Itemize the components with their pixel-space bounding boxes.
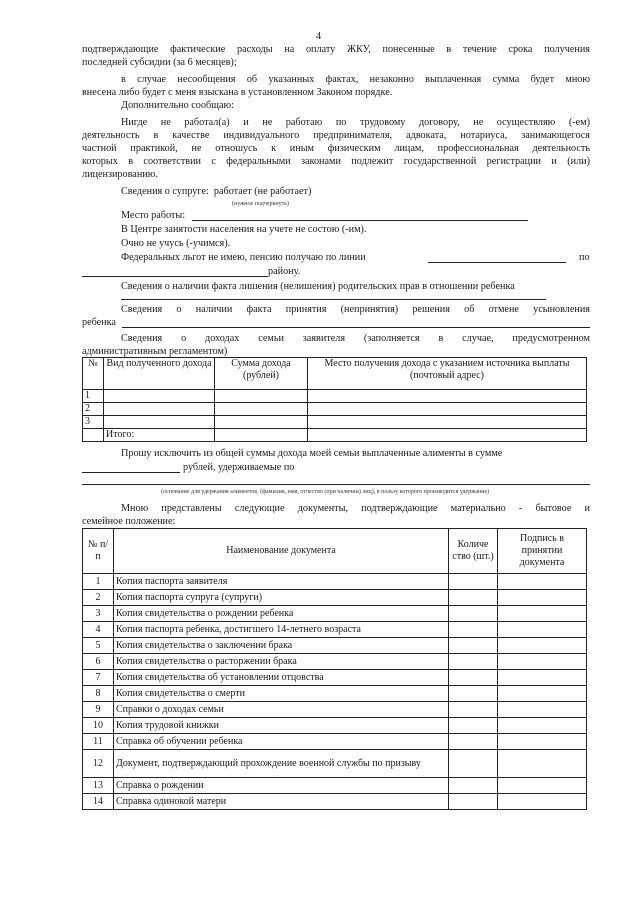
document-row-num: 4 [83, 622, 114, 638]
alimony-basis-note: (основание для удержания алиментов, (фамилия, имя, отчество (при наличии) лиц), в пользу которого производится удержание) [161, 489, 490, 495]
document-row-num: 6 [83, 654, 114, 670]
document-sign-cell[interactable] [498, 574, 587, 590]
study-statement: Очно не учусь (-учимся). [121, 238, 231, 249]
document-qty-cell[interactable] [449, 750, 498, 778]
spouse-status[interactable]: работает (не работает) [213, 186, 312, 197]
income-source-cell[interactable] [308, 403, 587, 416]
document-row-num: 11 [83, 734, 114, 750]
table-row [83, 606, 587, 622]
document-sign-cell[interactable] [498, 702, 587, 718]
document-qty-cell[interactable] [449, 606, 498, 622]
document-qty-cell[interactable] [449, 654, 498, 670]
spouse-label [121, 185, 311, 198]
income-info-line-2: административным регламентом) [82, 346, 228, 357]
income-row-num: 3 [83, 416, 104, 429]
income-source-cell[interactable] [308, 416, 587, 429]
document-sign-cell[interactable] [498, 750, 587, 778]
documents-intro-line-2: семейное положение: [82, 516, 176, 527]
page-number: 4 [316, 31, 322, 42]
employment-center-statement: В Центре занятости населения на учете не состою (-им). [121, 224, 367, 235]
income-total-sum[interactable] [215, 429, 308, 442]
intro-line-9: которых в соответствии с федеральными законами подлежит государственной регистрации и (или) [82, 156, 590, 167]
table-row [83, 670, 587, 686]
income-row-num: 2 [83, 403, 104, 416]
table-row [83, 778, 587, 794]
document-row-num: 14 [83, 794, 114, 810]
document-sign-cell[interactable] [498, 622, 587, 638]
document-row-num: 7 [83, 670, 114, 686]
document-qty-cell[interactable] [449, 686, 498, 702]
intro-line-8: частной практикой, не отношусь к иным физическим лицам, профессиональная деятельность [82, 143, 590, 154]
table-row [83, 590, 587, 606]
income-header-type: Вид полученного дохода [104, 358, 215, 390]
table-row [83, 750, 587, 778]
benefits-statement: Федеральных льгот не имею, пенсию получаю по линии [121, 252, 366, 263]
document-qty-cell[interactable] [449, 734, 498, 750]
documents-header-sign: Подпись в принятии документа [498, 529, 587, 574]
document-name: Копия паспорта ребенка, достигшего 14-летнего возраста [114, 622, 449, 638]
alimony-request-line-1: Прошу исключить из общей суммы дохода моей семьи выплаченные алименты в сумме [121, 448, 503, 459]
document-row-num: 9 [83, 702, 114, 718]
document-qty-cell[interactable] [449, 778, 498, 794]
document-sign-cell[interactable] [498, 794, 587, 810]
document-name: Справка о рождении [114, 778, 449, 794]
documents-header-qty: Количе ство (шт.) [449, 529, 498, 574]
document-qty-cell[interactable] [449, 622, 498, 638]
table-row [83, 638, 587, 654]
documents-table [82, 528, 587, 810]
intro-line-7: деятельность в качестве индивидуального предпринимателя, адвоката, нотариуса, занимающегося [82, 130, 590, 141]
document-name: Копия паспорта заявителя [114, 574, 449, 590]
table-row [83, 794, 587, 810]
document-row-num: 13 [83, 778, 114, 794]
income-header-source: Место получения дохода с указанием источника выплаты (почтовый адрес) [308, 358, 587, 390]
document-qty-cell[interactable] [449, 702, 498, 718]
document-qty-cell[interactable] [449, 590, 498, 606]
intro-line-6: Нигде не работал(а) и не работаю по трудовому договору, не осуществляю (-ем) [121, 117, 590, 128]
intro-line-10: лицензированию. [82, 169, 158, 180]
income-source-cell[interactable] [308, 390, 587, 403]
income-total-spacer [83, 429, 104, 442]
table-row [83, 718, 587, 734]
documents-header-name: Наименование документа [114, 529, 449, 574]
document-name: Копия свидетельства о расторжении брака [114, 654, 449, 670]
document-sign-cell[interactable] [498, 778, 587, 794]
income-total-label: Итого: [104, 429, 215, 442]
document-name: Копия трудовой книжки [114, 718, 449, 734]
table-row [83, 734, 587, 750]
income-sum-cell[interactable] [215, 390, 308, 403]
document-name: Копия свидетельства об установлении отцовства [114, 670, 449, 686]
workplace-label: Место работы: [121, 210, 186, 221]
income-header-num: № [83, 358, 104, 390]
spouse-status-hint: (нужное подчеркнуть) [232, 201, 289, 207]
document-row-num: 8 [83, 686, 114, 702]
table-row [83, 686, 587, 702]
income-sum-cell[interactable] [215, 403, 308, 416]
document-name: Копия свидетельства о заключении брака [114, 638, 449, 654]
pension-line-field[interactable] [428, 262, 566, 263]
document-qty-cell[interactable] [449, 718, 498, 734]
workplace-field[interactable] [192, 220, 528, 221]
benefits-district-end: району. [268, 266, 301, 277]
documents-header-num: № п/ п [83, 529, 114, 574]
document-sign-cell[interactable] [498, 654, 587, 670]
documents-intro-line-1: Мною представлены следующие документы, подтверждающие материально - бытовое и [121, 503, 590, 514]
parental-rights-statement: Сведения о наличии факта лишения (нелишения) родительских прав в отношении ребенка [121, 281, 515, 292]
document-sign-cell[interactable] [498, 718, 587, 734]
income-row-num: 1 [83, 390, 104, 403]
document-row-num: 3 [83, 606, 114, 622]
table-row [83, 574, 587, 590]
alimony-request-line-2: рублей, удерживаемые по [183, 462, 295, 473]
alimony-sum-field[interactable] [82, 472, 180, 473]
document-name: Справка об обучении ребенка [114, 734, 449, 750]
benefits-po: по [579, 252, 590, 263]
intro-line-5: Дополнительно сообщаю: [121, 100, 234, 111]
document-qty-cell[interactable] [449, 574, 498, 590]
document-qty-cell[interactable] [449, 794, 498, 810]
document-sign-cell[interactable] [498, 638, 587, 654]
document-row-num: 12 [83, 750, 114, 778]
document-qty-cell[interactable] [449, 670, 498, 686]
income-sum-cell[interactable] [215, 416, 308, 429]
table-row [83, 622, 587, 638]
document-sign-cell[interactable] [498, 686, 587, 702]
income-total-source[interactable] [308, 429, 587, 442]
income-type-cell[interactable] [104, 390, 215, 403]
document-sign-cell[interactable] [498, 606, 587, 622]
spouse-label-text: Сведения о супруге: [121, 186, 209, 197]
document-sign-cell[interactable] [498, 590, 587, 606]
document-name: Документ, подтверждающий прохождение военной службы по призыву [114, 750, 449, 778]
alimony-basis-field[interactable] [82, 484, 590, 485]
income-info-line-1: Сведения о доходах семьи заявителя (заполняется в случае, предусмотренном [121, 333, 590, 344]
adoption-field[interactable] [122, 327, 590, 328]
intro-line-2: последней субсидии (за 6 месяцев); [82, 57, 237, 68]
intro-line-1: подтверждающие фактические расходы на оплату ЖКУ, понесенные в течение срока получения [82, 44, 590, 55]
document-sign-cell[interactable] [498, 734, 587, 750]
table-row [83, 702, 587, 718]
document-row-num: 10 [83, 718, 114, 734]
intro-line-4: внесена либо будет с меня взыскана в установленном Законом порядке. [82, 87, 393, 98]
income-header-sum: Сумма дохода (рублей) [215, 358, 308, 390]
document-name: Копия паспорта супруга (супруги) [114, 590, 449, 606]
document-row-num: 2 [83, 590, 114, 606]
intro-line-3: в случае несообщения об указанных фактах, незаконно выплаченная сумма будет мною [121, 74, 590, 85]
document-qty-cell[interactable] [449, 638, 498, 654]
income-type-cell[interactable] [104, 416, 215, 429]
income-type-cell[interactable] [104, 403, 215, 416]
document-name: Копия свидетельства о смерти [114, 686, 449, 702]
document-row-num: 5 [83, 638, 114, 654]
parental-rights-field[interactable] [121, 299, 546, 300]
adoption-statement-line-2: ребенка [82, 317, 116, 328]
table-row [83, 654, 587, 670]
income-table [82, 357, 587, 442]
document-name: Справка одинокой матери [114, 794, 449, 810]
document-row-num: 1 [83, 574, 114, 590]
document-name: Копия свидетельства о рождении ребенка [114, 606, 449, 622]
document-sign-cell[interactable] [498, 670, 587, 686]
adoption-statement-line-1: Сведения о наличии факта принятия (непринятия) решения об отмене усыновления [121, 304, 590, 315]
district-field[interactable] [82, 276, 268, 277]
document-name: Справки о доходах семьи [114, 702, 449, 718]
